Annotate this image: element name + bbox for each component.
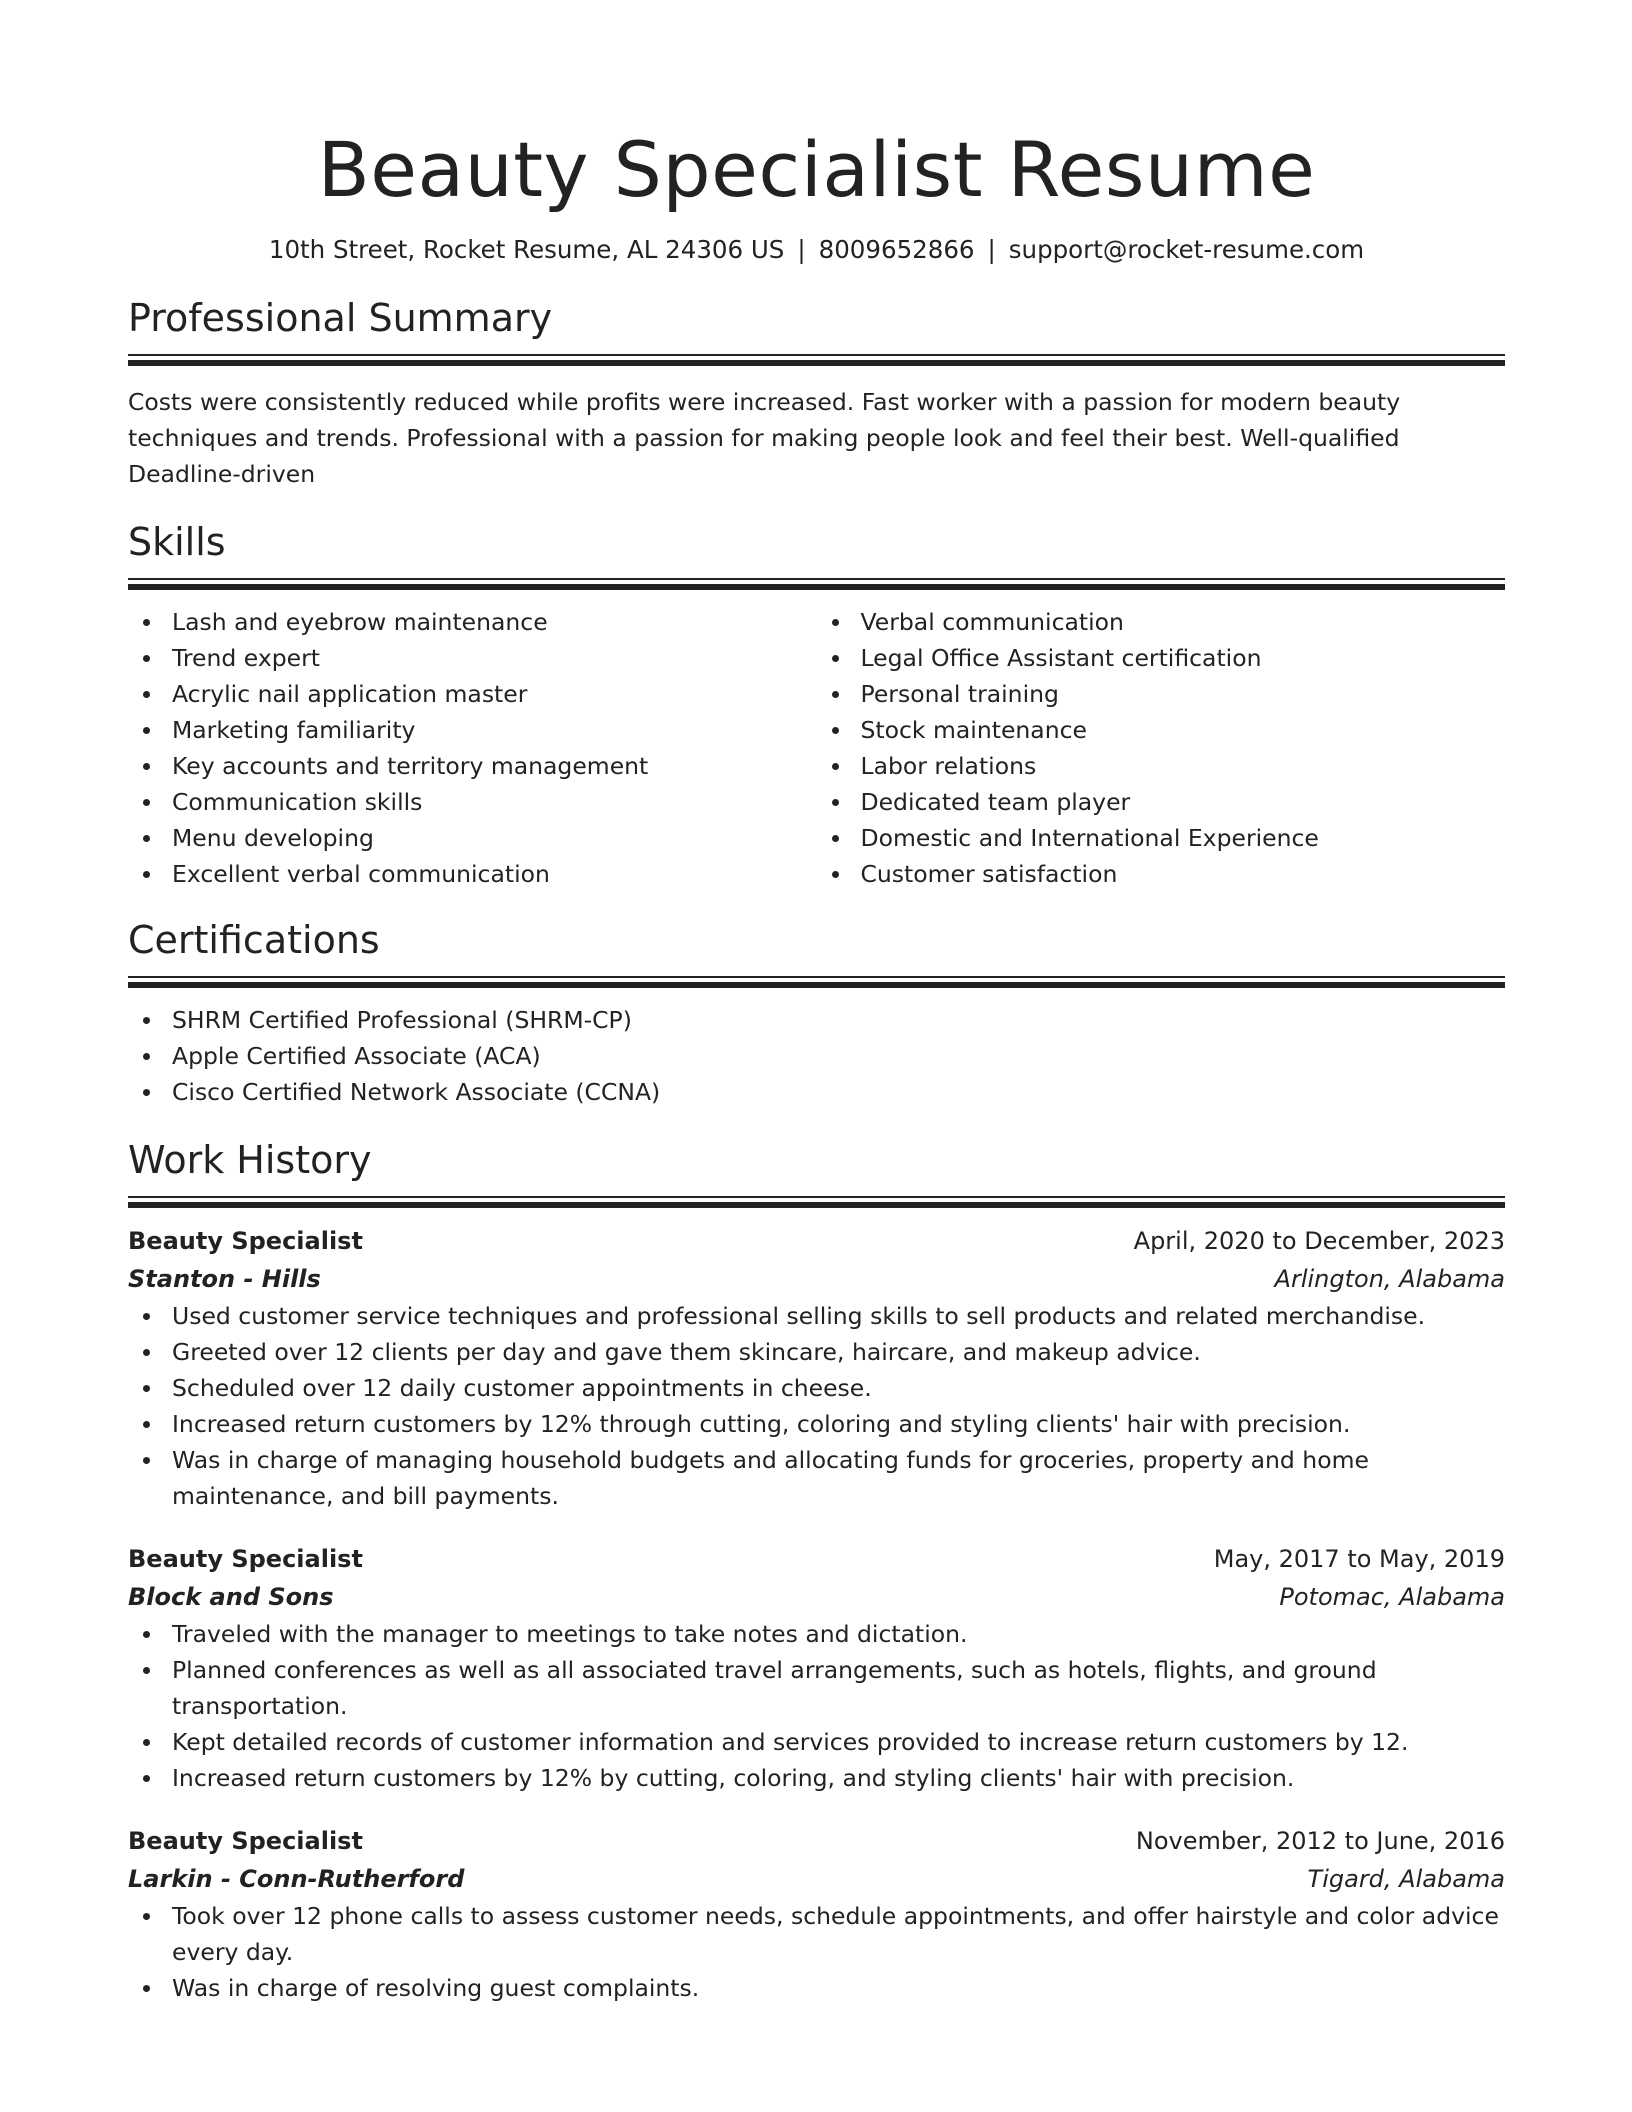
skill-item: Acrylic nail application master (128, 676, 817, 712)
job-duty: Increased return customers by 12% by cutting, coloring, and styling clients' hair with precision. (128, 1760, 1505, 1796)
job-duty: Scheduled over 12 daily customer appointments in cheese. (128, 1370, 1505, 1406)
job-duty: Was in charge of managing household budgets and allocating funds for groceries, property and home maintenance, and bill payments. (128, 1442, 1505, 1514)
job-location: Potomac, Alabama (1279, 1583, 1505, 1611)
section-divider (128, 354, 1505, 366)
job-subheader (128, 1578, 1505, 1616)
job-duty: Increased return customers by 12% through cutting, coloring and styling clients' hair with precision. (128, 1406, 1505, 1442)
skill-item: Customer satisfaction (817, 856, 1506, 892)
work-history-heading: Work History (128, 1138, 372, 1182)
summary-section (128, 294, 1505, 492)
job-location: Arlington, Alabama (1274, 1265, 1505, 1293)
job-title: Beauty Specialist (128, 1545, 363, 1573)
skills-right-list (817, 604, 1506, 892)
skill-item: Menu developing (128, 820, 817, 856)
certification-item: Apple Certified Associate (ACA) (128, 1038, 1505, 1074)
job-company: Larkin - Conn-Rutherford (128, 1865, 465, 1893)
job-title: Beauty Specialist (128, 1827, 363, 1855)
contact-phone: 8009652866 (818, 235, 975, 264)
job-duties-list (128, 1616, 1505, 1796)
skill-item: Legal Office Assistant certification (817, 640, 1506, 676)
section-divider (128, 1196, 1505, 1208)
job-company: Stanton - Hills (128, 1265, 321, 1293)
job-header (128, 1822, 1505, 1860)
job-duty: Greeted over 12 clients per day and gave them skincare, haircare, and makeup advice. (128, 1334, 1505, 1370)
certifications-list (128, 1002, 1505, 1110)
contact-email[interactable]: support@rocket-resume.com (1008, 235, 1365, 264)
job-duty: Planned conferences as well as all associated travel arrangements, such as hotels, flights, and ground transportation. (128, 1652, 1505, 1724)
skill-item: Key accounts and territory management (128, 748, 817, 784)
job-location: Tigard, Alabama (1307, 1865, 1505, 1893)
job-dates: May, 2017 to May, 2019 (1213, 1545, 1505, 1573)
summary-heading: Professional Summary (128, 296, 553, 340)
skills-left-list (128, 604, 817, 892)
skills-section (128, 518, 1505, 892)
contact-address: 10th Street, Rocket Resume, AL 24306 US (268, 235, 785, 264)
skill-item: Trend expert (128, 640, 817, 676)
job-entry (128, 1540, 1505, 1796)
job-subheader (128, 1860, 1505, 1898)
work-history-section (128, 1136, 1505, 2006)
job-duty: Traveled with the manager to meetings to take notes and dictation. (128, 1616, 1505, 1652)
job-duty: Used customer service techniques and professional selling skills to sell products and related merchandise. (128, 1298, 1505, 1334)
section-divider (128, 976, 1505, 988)
job-entry (128, 1222, 1505, 1514)
job-duty: Took over 12 phone calls to assess customer needs, schedule appointments, and offer hairstyle and color advice every day. (128, 1898, 1505, 1970)
job-dates: November, 2012 to June, 2016 (1135, 1827, 1505, 1855)
skill-item: Stock maintenance (817, 712, 1506, 748)
resume-title: Beauty Specialist Resume (317, 125, 1316, 214)
skills-grid (128, 604, 1505, 892)
job-header (128, 1540, 1505, 1578)
job-subheader (128, 1260, 1505, 1298)
skills-left-column (128, 604, 817, 892)
job-dates: April, 2020 to December, 2023 (1133, 1227, 1505, 1255)
certifications-section (128, 916, 1505, 1110)
skill-item: Communication skills (128, 784, 817, 820)
job-duty: Was in charge of resolving guest complaints. (128, 1970, 1505, 2006)
skills-heading: Skills (128, 520, 226, 564)
skills-right-column (817, 604, 1506, 892)
skill-item: Verbal communication (817, 604, 1506, 640)
contact-line (128, 234, 1505, 266)
summary-text: Costs were consistently reduced while profits were increased. Fast worker with a passion for modern beauty techniques and trends. Professional with a passion for making people look and feel their best. Well-qualified Deadline-driven (128, 388, 1401, 488)
skill-item: Marketing familiarity (128, 712, 817, 748)
job-duties-list (128, 1298, 1505, 1514)
contact-separator: | (797, 235, 806, 264)
skill-item: Personal training (817, 676, 1506, 712)
certifications-heading: Certifications (128, 918, 380, 962)
job-duty: Kept detailed records of customer information and services provided to increase return customers by 12. (128, 1724, 1505, 1760)
certification-item: Cisco Certified Network Associate (CCNA) (128, 1074, 1505, 1110)
skill-item: Lash and eyebrow maintenance (128, 604, 817, 640)
job-company: Block and Sons (128, 1583, 334, 1611)
certification-item: SHRM Certified Professional (SHRM-CP) (128, 1002, 1505, 1038)
job-entry (128, 1822, 1505, 2006)
skill-item: Domestic and International Experience (817, 820, 1506, 856)
section-divider (128, 578, 1505, 590)
job-duties-list (128, 1898, 1505, 2006)
job-header (128, 1222, 1505, 1260)
skill-item: Labor relations (817, 748, 1506, 784)
skill-item: Dedicated team player (817, 784, 1506, 820)
job-title: Beauty Specialist (128, 1227, 363, 1255)
skill-item: Excellent verbal communication (128, 856, 817, 892)
contact-separator: | (987, 235, 996, 264)
